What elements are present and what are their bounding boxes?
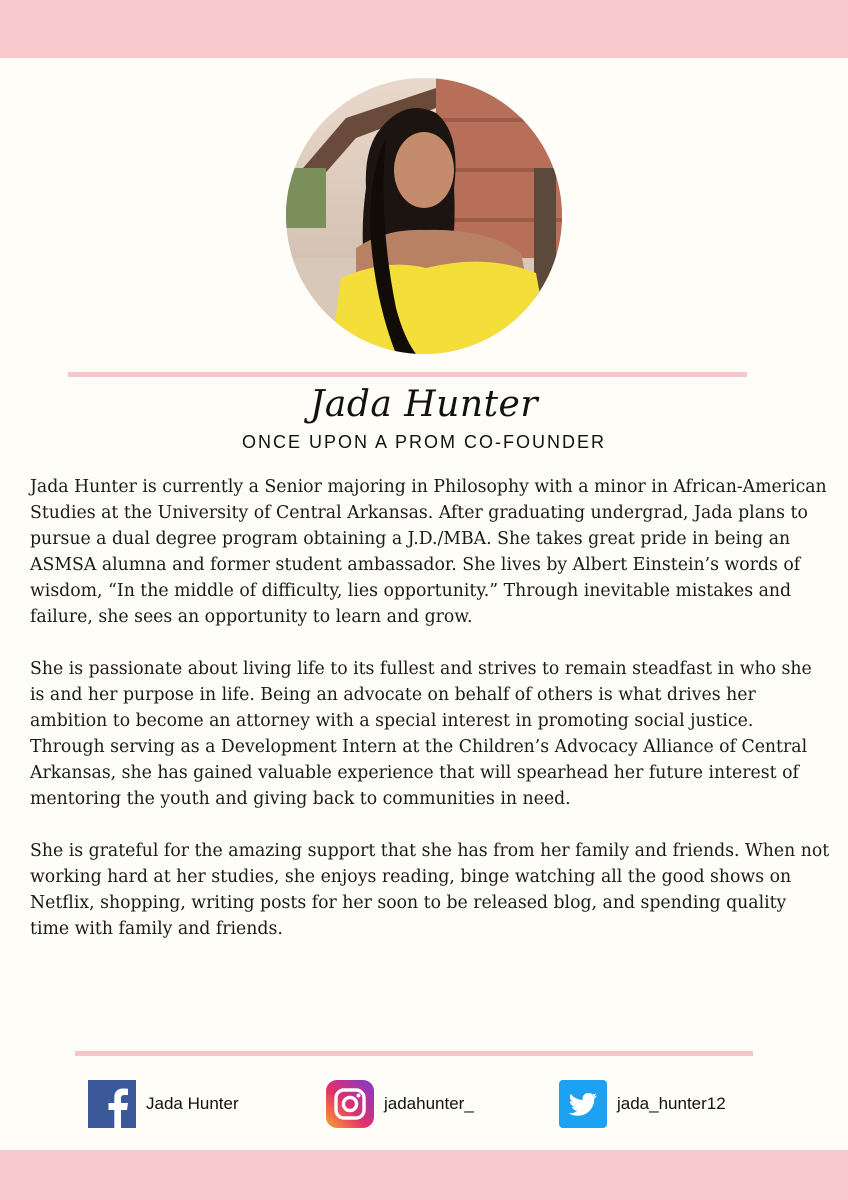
facebook-link[interactable]: [88, 1080, 239, 1128]
bio-paragraph-3: She is grateful for the amazing support that she has from her family and friends. When not working hard at her studies, she enjoys reading, binge watching all the good shows on Netflix, shopping, writing posts for her soon to be released blog, and spending quality time with family and friends.: [30, 841, 830, 939]
person-name: Jada Hunter: [309, 384, 539, 425]
divider-top: [68, 372, 747, 377]
twitter-icon: [559, 1080, 607, 1128]
bio-paragraph-2: She is passionate about living life to its fullest and strives to remain steadfast in who she is and her purpose in life. Being an advocate on behalf of others is what drives her ambition to become an attorney with a special interest in promoting social justice. Through serving as a Development Intern at the Children’s Advocacy Alliance of Central Arkansas, she has gained valuable experience that will spearhead her future interest of mentoring the youth and giving back to communities in need.: [30, 659, 812, 809]
twitter-link[interactable]: [559, 1080, 726, 1128]
top-pink-band: [0, 0, 848, 58]
divider-bottom: [75, 1051, 753, 1056]
bottom-pink-band: [0, 1150, 848, 1200]
facebook-handle: Jada Hunter: [146, 1094, 239, 1113]
instagram-icon: [326, 1080, 374, 1128]
facebook-icon: [88, 1080, 136, 1128]
profile-photo: [286, 78, 562, 354]
bio-section: [30, 474, 830, 968]
instagram-link[interactable]: [326, 1080, 474, 1128]
person-title: ONCE UPON A PROM CO-FOUNDER: [241, 432, 607, 452]
twitter-handle: jada_hunter12: [617, 1094, 726, 1113]
instagram-handle: jadahunter_: [384, 1094, 474, 1113]
bio-paragraph-1: Jada Hunter is currently a Senior majoring in Philosophy with a minor in African-American Studies at the University of Central Arkansas. After graduating undergrad, Jada plans to pursue a dual degree program obtaining a J.D./MBA. She takes great pride in being an ASMSA alumna and former student ambassador. She lives by Albert Einstein’s words of wisdom, “In the middle of difficulty, lies opportunity.” Through inevitable mistakes and failure, she sees an opportunity to learn and grow.: [30, 477, 827, 627]
